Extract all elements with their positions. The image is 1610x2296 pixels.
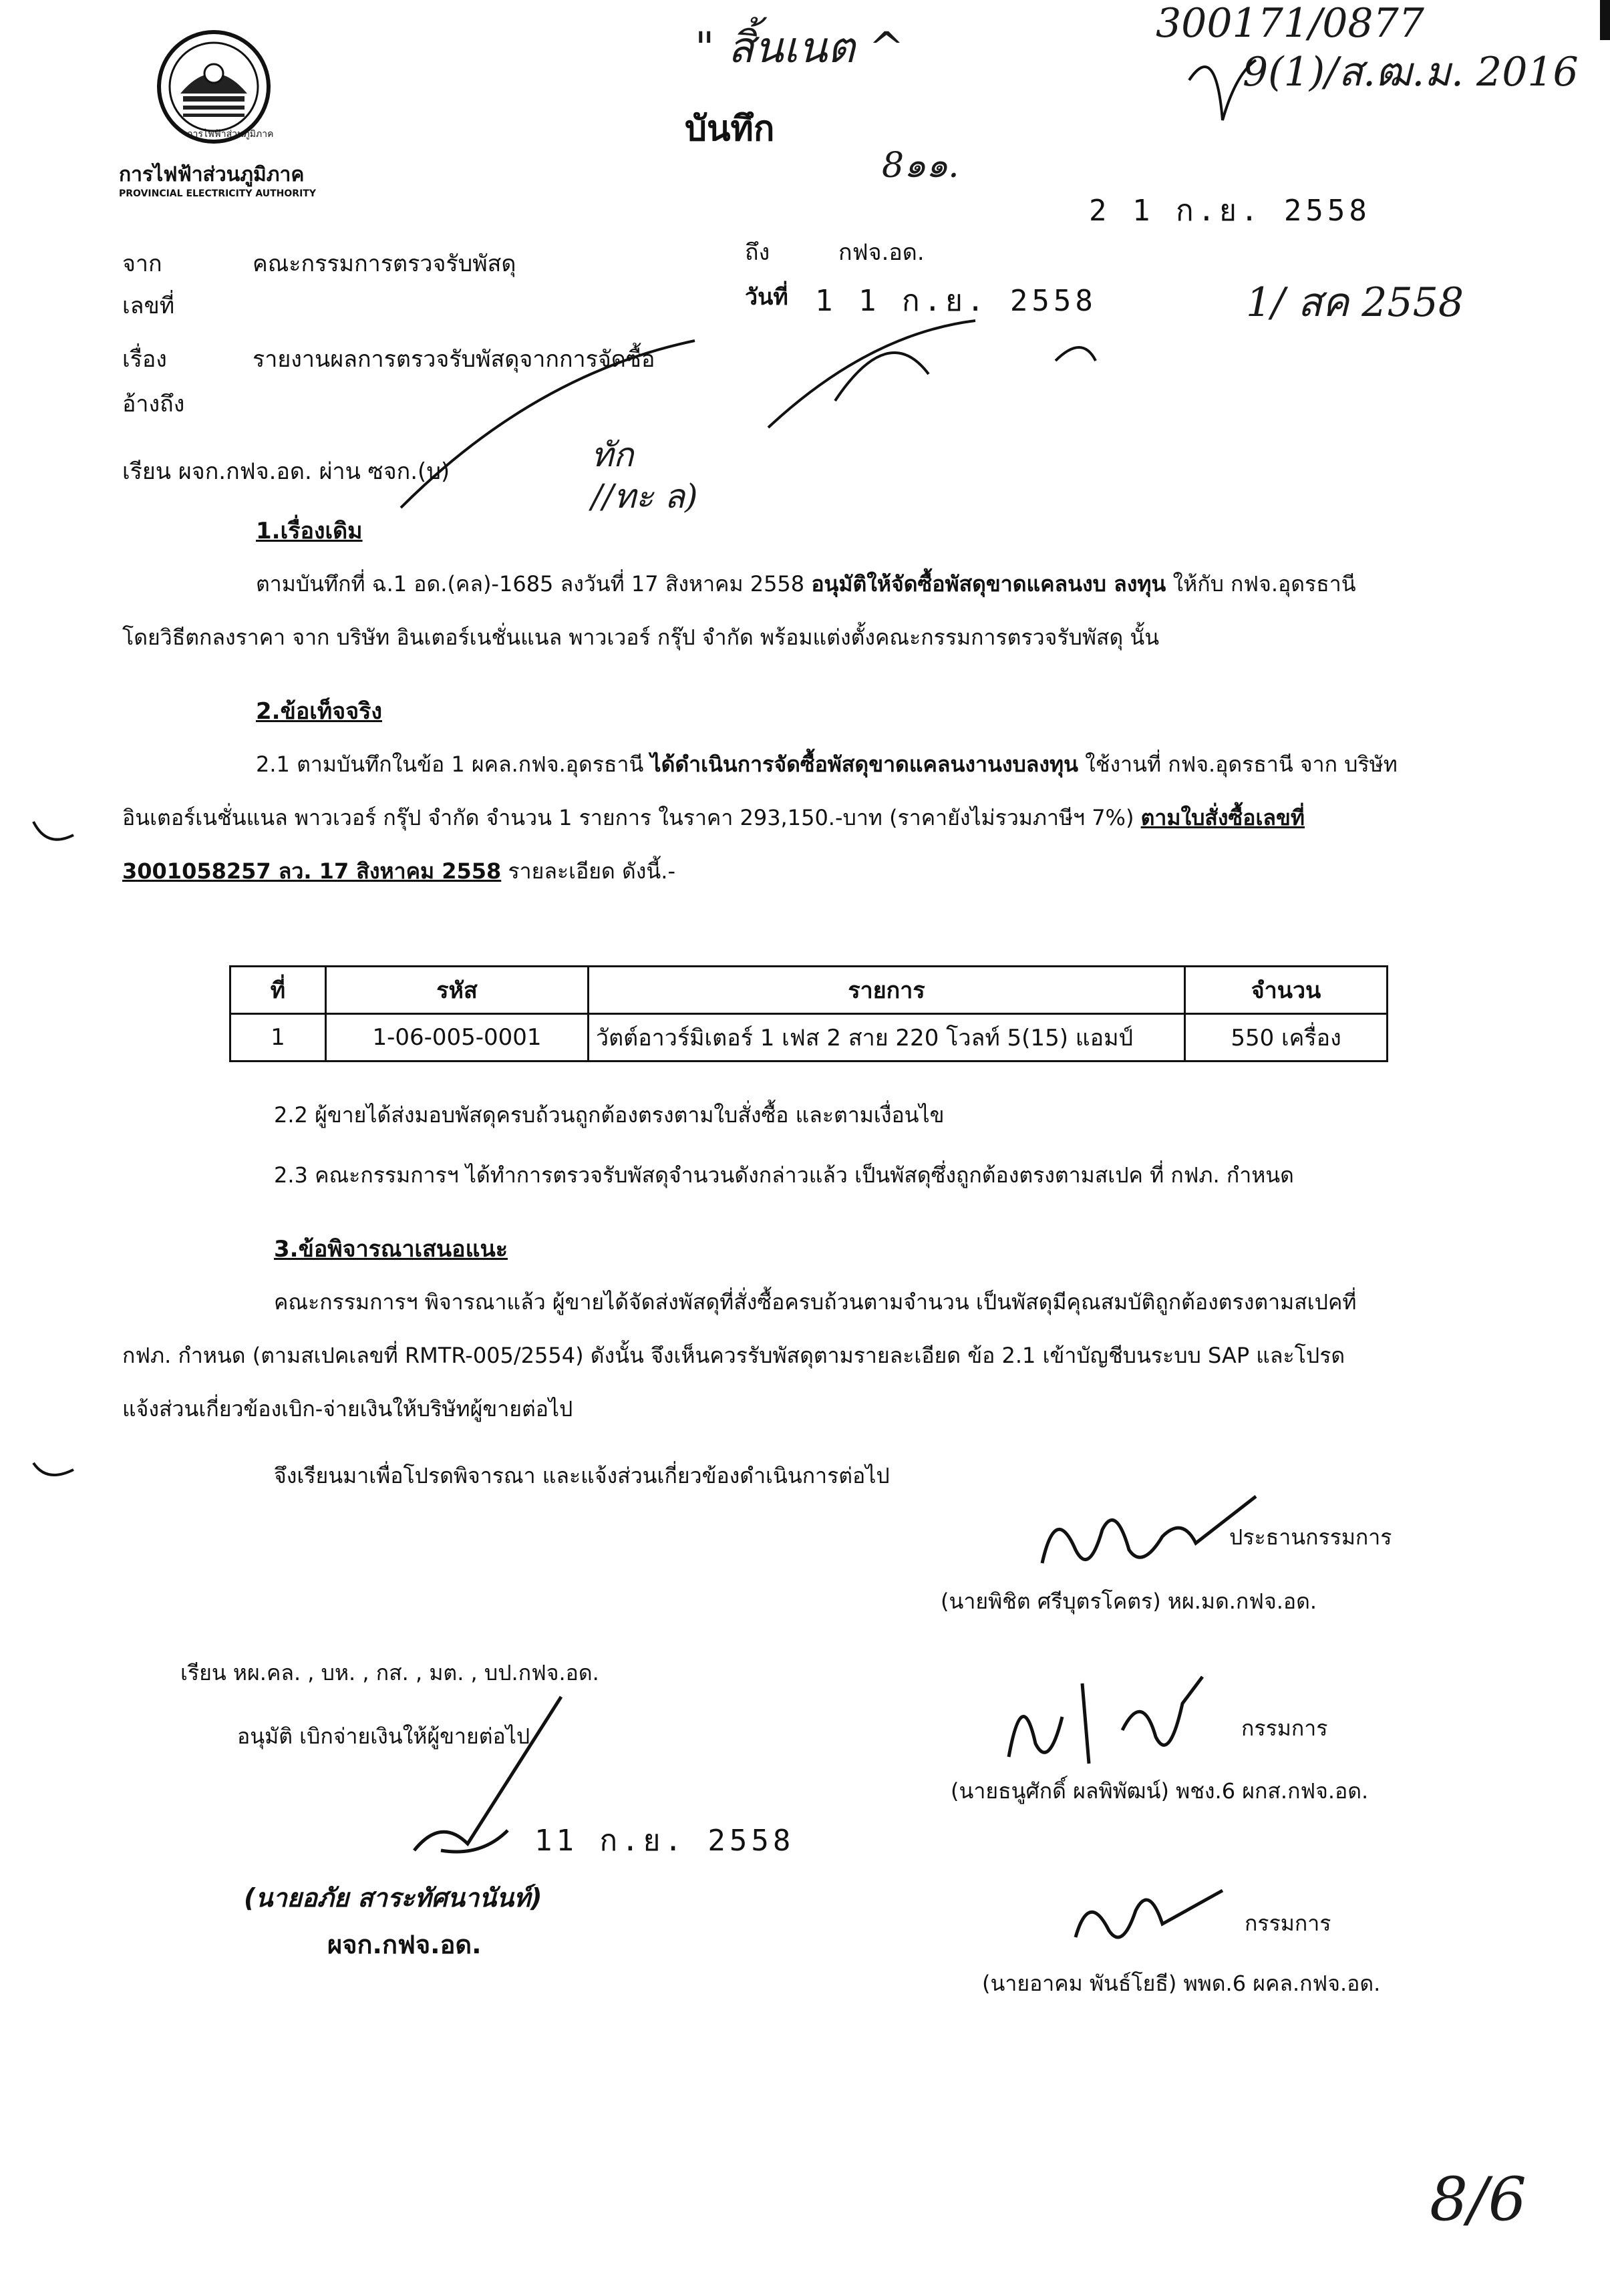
section1-line1-a: ตามบันทึกที่ ฉ.1 อด.(คล)-1685 ลงวันที่ 17 สิงหาคม 2558 [256,571,805,597]
table-header-item: รายการ [589,967,1185,1014]
member1-name: (นายธนูศักดิ์ ผลพิพัฒน์) พชง.6 ผกส.กฟจ.อด. [951,1778,1369,1804]
approver-name: (นายอภัย สาระทัศนานันท์) [244,1883,542,1913]
subject-value: รายงานผลการตรวจรับพัสดุจากการจัดซื้อ [253,346,655,373]
section1-line1-c: ให้กับ กฟจ.อุดรธานี [1172,571,1356,597]
member2-name: (นายอาคม พันธ์โยธี) พพด.6 ผคล.กฟจ.อด. [982,1971,1381,1996]
handwritten-top-right-line2: 9(1)/ส.ฒ.ม. 2016 [1243,49,1579,96]
section1-line2: โดยวิธีตกลงราคา จาก บริษัท อินเตอร์เนชั่นแนล พาวเวอร์ กรุ๊ป จำกัด พร้อมแต่งตั้งคณะกรรมการตรวจรับพัสดุ นั้น [122,625,1160,650]
handwritten-right-date: 1/ สค 2558 [1246,279,1464,326]
table-cell-item: วัตต์อาวร์มิเตอร์ 1 เฟส 2 สาย 220 โวลท์ 5(15) แอมป์ [589,1014,1185,1061]
section2-p1-line2-a: อินเตอร์เนชั่นแนล พาวเวอร์ กรุ๊ป จำกัด จำนวน 1 รายการ ในราคา 293,150.-บาท (ราคายังไม่รวมภาษีฯ 7%) [122,805,1134,830]
table-header-qty: จำนวน [1185,967,1388,1014]
section3-heading: 3.ข้อพิจารณาเสนอแนะ [274,1236,508,1263]
member2-role: กรรมการ [1245,1911,1331,1936]
table-cell-qty: 550 เครื่อง [1185,1014,1388,1061]
from-label: จาก [122,251,162,277]
section3-line2: กฟภ. กำหนด (ตามสเปคเลขที่ RMTR-005/2554) ดังนั้น จึงเห็นควรรับพัสดุตามรายละเอียด ข้อ 2.1 เข้าบัญชีบนระบบ SAP และโปรด [122,1343,1345,1368]
approver-title: ผจก.กฟจ.อด. [327,1930,482,1959]
logo-lettering: การไฟฟ้าส่วนภูมิภาค [187,129,274,140]
section3-line3: แจ้งส่วนเกี่ยวข้องเบิก-จ่ายเงินให้บริษัทผู้ขายต่อไป [122,1396,573,1422]
section2-p2: 2.2 ผู้ขายได้ส่งมอบพัสดุครบถ้วนถูกต้องตรงตามใบสั่งซื้อ และตามเงื่อนไข [274,1102,945,1128]
section1-line1-b: อนุมัติให้จัดซื้อพัสดุขาดแคลนงบ ลงทุน [811,571,1166,597]
handwritten-mid-note: ทัก //ทะ ล) [591,436,698,516]
section2-heading: 2.ข้อเท็จจริง [256,698,382,725]
section1-heading: 1.เรื่องเดิม [256,518,363,544]
from-value: คณะกรรมการตรวจรับพัสดุ [253,251,516,277]
table-header-code: รหัส [326,967,589,1014]
received-date-stamp: 2 1 ก.ย. 2558 [1089,194,1371,228]
section2-p3: 2.3 คณะกรรมการฯ ได้ทำการตรวจรับพัสดุจำนวนดังกล่าวแล้ว เป็นพัสดุซึ่งถูกต้องตรงตามสเปค ที่ กฟภ. กำหนด [274,1162,1294,1188]
salutation: เรียน ผจก.กฟจ.อด. ผ่าน ซจก.(บ) [122,458,450,485]
section2-p1-line3-a: 3001058257 ลว. 17 สิงหาคม 2558 [122,858,502,884]
subject-label: เรื่อง [122,346,167,373]
section2-p1-line1-b: ได้ดำเนินการจัดซื้อพัสดุขาดแคลนงานงบลงทุน [650,752,1078,777]
handwritten-top-center: " สิ้นเนต ^ [695,23,905,73]
chair-name: (นายพิชิต ศรีบุตรโคตร) หผ.มด.กฟจ.อด. [941,1589,1317,1614]
chair-role: ประธานกรรมการ [1229,1524,1392,1550]
document-date-stamp: 1 1 ก.ย. 2558 [815,284,1097,318]
section2-p1-line1-a: 2.1 ตามบันทึกในข้อ 1 ผคล.กฟจ.อุดรธานี [256,752,644,777]
approval-to-line: เรียน หผ.คล. , บห. , กส. , มต. , บป.กฟจ.อด. [180,1660,599,1685]
org-name-th: การไฟฟ้าส่วนภูมิภาค [119,163,305,186]
handwritten-page-number: 8/6 [1430,2164,1526,2235]
member1-role: กรรมการ [1241,1715,1328,1741]
date-label: วันที่ [745,284,788,311]
handwritten-top-number: 8๑๑. [882,146,959,186]
to-label: ถึง [745,239,770,266]
table-cell-no: 1 [230,1014,326,1061]
table-cell-code: 1-06-005-0001 [326,1014,589,1061]
section2-p1-line1-c: ใช้งานที่ กฟจ.อุดรธานี จาก บริษัท [1085,752,1398,777]
section2-p1-line2-b: ตามใบสั่งซื้อเลขที่ [1140,805,1305,830]
org-name-en: PROVINCIAL ELECTRICITY AUTHORITY [119,188,316,199]
table-header-no: ที่ [230,967,326,1014]
section2-p1-line3-b: รายละเอียด ดังนี้.- [508,858,675,884]
approval-approve-line: อนุมัติ เบิกจ่ายเงินให้ผู้ขายต่อไป [237,1724,530,1749]
section3-line1: คณะกรรมการฯ พิจารณาแล้ว ผู้ขายได้จัดส่งพัสดุที่สั่งซื้อครบถ้วนตามจำนวน เป็นพัสดุมีคุณสมบัติถูกต้องตรงตามสเปคที่ [274,1289,1357,1315]
closing-line: จึงเรียนมาเพื่อโปรดพิจารณา และแจ้งส่วนเกี่ยวข้องดำเนินการต่อไป [274,1463,890,1488]
to-value: กฟจ.อด. [838,239,925,266]
approval-date-stamp: 11 ก.ย. 2558 [534,1824,795,1858]
handwritten-top-right-line1: 300171/0877 [1156,0,1424,47]
document-title: บันทึก [685,109,775,149]
ref-label: อ้างถึง [122,391,185,418]
no-label: เลขที่ [122,293,175,319]
